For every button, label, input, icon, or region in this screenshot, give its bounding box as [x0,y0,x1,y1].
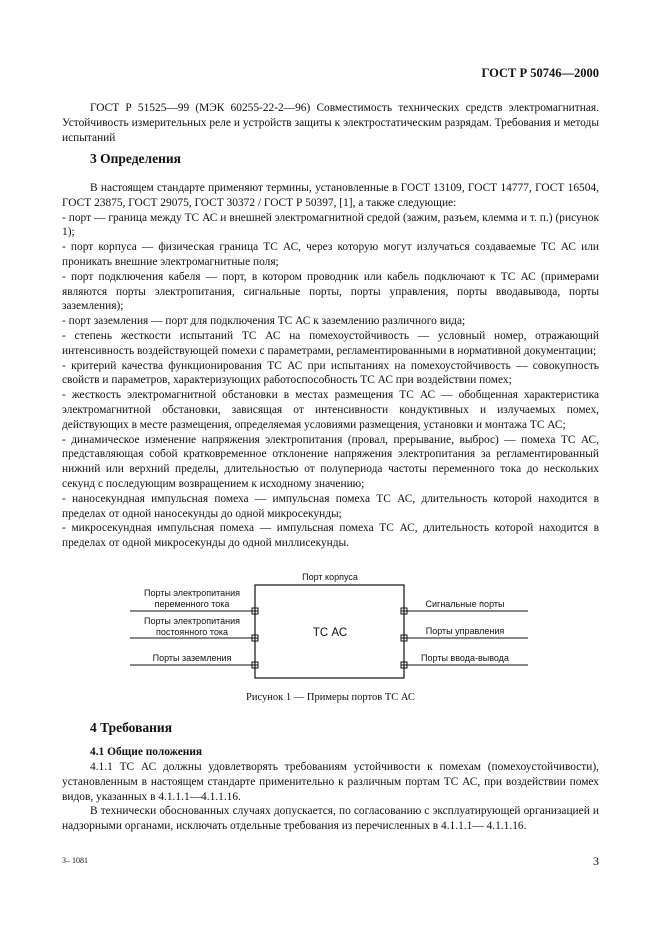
left-port-terminal [252,662,258,668]
definition-item: - порт — граница между ТС АС и внешней электромагнитной средой (зажим, разъем, клемма и т. п.) (рисунок 1); [62,211,599,239]
right-port-label: Порты ввода-вывода [421,653,509,663]
definition-item: - порт корпуса — физическая граница ТС АС, через которую могут излучаться создаваемые ТС АС или проникать внешние электромагнитные поля; [62,241,599,268]
device-box [255,585,404,678]
right-port-label: Порты управления [425,626,505,636]
device-label: ТС АС [312,627,348,639]
definition-item: - порт заземления — порт для подключения ТС АС к заземлению различного вида; [62,315,466,328]
left-port-terminal [252,635,258,641]
left-port-label: постоянного тока [156,627,228,637]
section-4-heading: 4 Требования [90,720,173,735]
figure-caption: Рисунок 1 — Примеры портов ТС АС [246,692,415,703]
figure-top-label: Порт корпуса [302,572,358,582]
definition-item: - порт подключения кабеля — порт, в котором проводник или кабель подключают к ТС АС (примерами являются порты электропитания, сигнальные порты, порты управления, порты вводавывода, порты заземления); [62,270,599,313]
definition-item: - жесткость электромагнитной обстановки в местах размещения ТС АС — обобщенная характеристика электромагнитной обстановки, зависящая от интенсивности кондуктивных и излучаемых помех, действующих в месте размещения, определяемая условиями размещения, установки и монтажа ТС АС; [62,389,599,431]
right-port-terminal [401,662,407,668]
definition-item: - динамическое изменение напряжения электропитания (провал, прерывание, выброс) — помеха ТС АС, представляющая собой кратковременное отклонение напряжения электропитания за регламентированный нижний или верхний пределы, длительностью от полупериода частоты переменного тока до нескольких секунд с последующим возвращением к исходному значению; [62,433,599,490]
left-port-label: переменного тока [154,599,230,609]
paragraph: В технически обоснованных случаях допускается, по согласованию с эксплуатирующей организацией и надзорными органами, исключать отдельные требования из перечисленных в 4.1.1.1— 4.1.1.16. [62,805,599,833]
right-port-label: Сигнальные порты [425,599,505,609]
page-number: 3 [593,854,599,868]
left-port-label: Порты электропитания [144,616,240,626]
right-port-terminal [401,608,407,614]
definition-item: - степень жесткости испытаний ТС АС на помехоустойчивость — условный номер, отражающий интенсивность воздействующей помехи с параметрами, регламентированными в нормативной документации; [62,329,599,357]
document-header: ГОСТ Р 50746—2000 [481,66,599,80]
subsection-4-1-heading: 4.1 Общие положения [90,746,203,758]
left-port-label: Порты электропитания [144,588,240,598]
definition-item: - наносекундная импульсная помеха — импульсная помеха ТС АС, длительность которой находится в пределах от одной наносекунды до одной микросекунды; [62,492,599,520]
definition-item: - критерий качества функционирования ТС АС при испытаниях на помехоустойчивость — совокупность свойств и параметров, характеризующих работоспособность ТС АС при воздействии помех; [62,359,599,387]
section-4-text [62,760,599,834]
paragraph: ГОСТ Р 51525—99 (МЭК 60255-22-2—96) Совместимость технических средств электромагнитная. Устойчивость измерительных реле и устройств защиты к электростатическим разрядам. Требования и методы испытаний [62,102,599,144]
right-port-terminal [401,635,407,641]
section-2-text [62,101,599,145]
print-code: 3– 1081 [62,856,88,865]
left-port-terminal [252,608,258,614]
paragraph: В настоящем стандарте применяют термины, установленные в ГОСТ 13109, ГОСТ 14777, ГОСТ 16504, ГОСТ 23875, ГОСТ 29075, ГОСТ 30372 / ГОСТ Р 50397, [1], а также следующие: [62,182,599,209]
definition-item: - микросекундная импульсная помеха — импульсная помеха ТС АС, длительность которой находится в пределах от одной микросекунды до одной миллисекунды. [62,522,599,550]
section-3-heading: 3 Определения [90,151,181,166]
section-3-text [62,181,599,551]
left-port-label: Порты заземления [152,653,232,663]
paragraph: 4.1.1 ТС АС должны удовлетворять требованиям устойчивости к помехам (помехоустойчивости), установленным в настоящем стандарте применительно к различным портам ТС АС, при воздействии помех видов, указанных в 4.1.1.1—4.1.1.16. [62,761,599,803]
